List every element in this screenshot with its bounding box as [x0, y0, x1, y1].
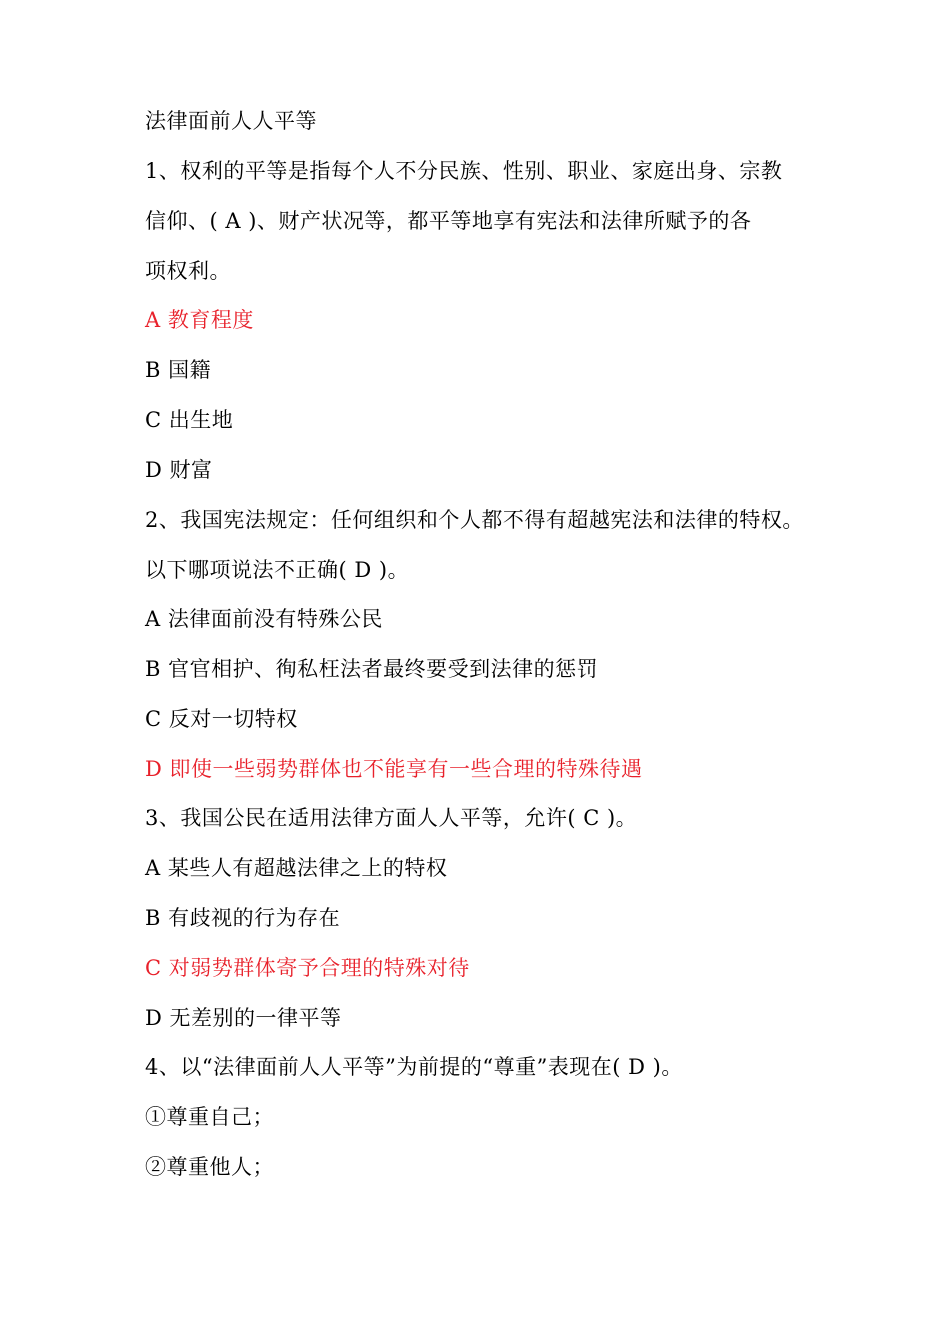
q1-option-a-correct: A 教育程度	[145, 308, 254, 332]
q1-option-b: B 国籍	[145, 358, 212, 382]
q2-stem-line-1: 2、我国宪法规定：任何组织和个人都不得有超越宪法和法律的特权。	[145, 508, 804, 532]
q3-option-a: A 某些人有超越法律之上的特权	[145, 856, 448, 880]
q3-option-b: B 有歧视的行为存在	[145, 906, 341, 930]
q2-option-b: B 官官相护、徇私枉法者最终要受到法律的惩罚	[145, 657, 599, 681]
q3-option-d: D 无差别的一律平等	[145, 1006, 342, 1030]
q1-option-d: D 财富	[145, 458, 213, 482]
document-title: 法律面前人人平等	[145, 109, 317, 133]
q2-option-d-correct: D 即使一些弱势群体也不能享有一些合理的特殊待遇	[145, 757, 643, 781]
q4-item-2: ②尊重他人；	[145, 1155, 274, 1179]
q2-stem-line-2: 以下哪项说法不正确( D )。	[145, 558, 410, 582]
q1-stem-line-2: 信仰、( A )、财产状况等，都平等地享有宪法和法律所赋予的各	[145, 209, 752, 233]
q1-stem-line-3: 项权利。	[145, 259, 231, 283]
q4-item-1: ①尊重自己；	[145, 1105, 274, 1129]
q2-option-a: A 法律面前没有特殊公民	[145, 607, 383, 631]
q3-option-c-correct: C 对弱势群体寄予合理的特殊对待	[145, 956, 470, 980]
q3-stem-line-1: 3、我国公民在适用法律方面人人平等，允许( C )。	[145, 806, 638, 830]
q1-stem-line-1: 1、权利的平等是指每个人不分民族、性别、职业、家庭出身、宗教	[145, 159, 783, 183]
q4-stem-line-1: 4、以“法律面前人人平等”为前提的“尊重”表现在( D )。	[145, 1055, 683, 1079]
q1-option-c: C 出生地	[145, 408, 234, 432]
q2-option-c: C 反对一切特权	[145, 707, 298, 731]
